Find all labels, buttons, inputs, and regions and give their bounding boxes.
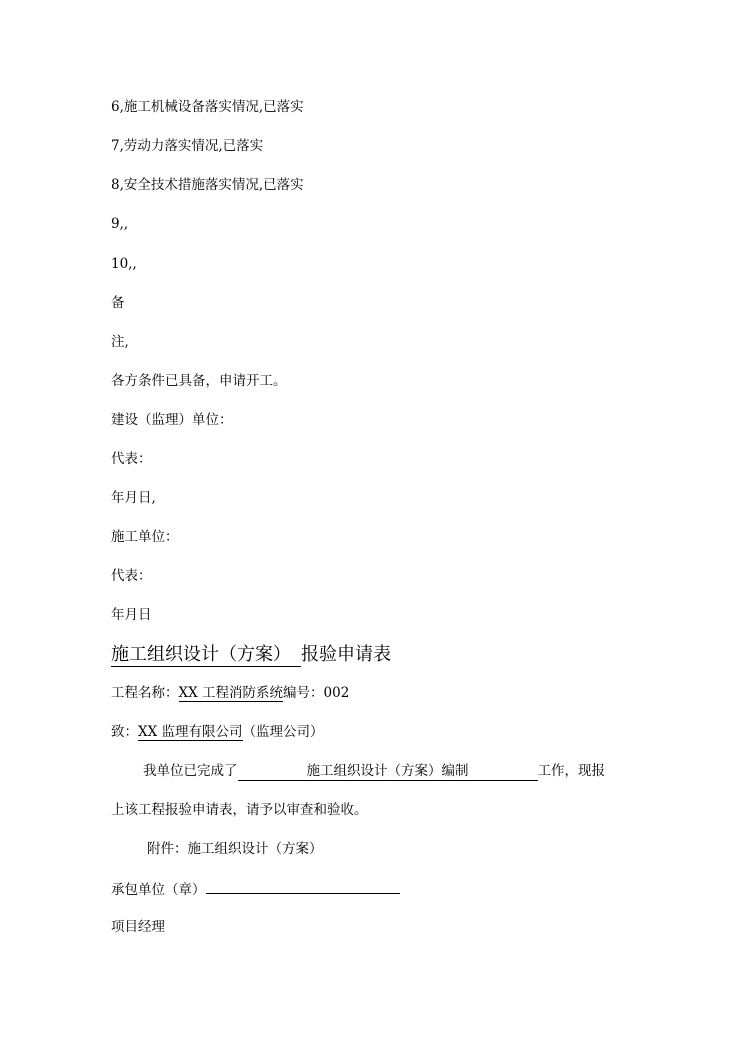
body-line-1 (143, 762, 605, 781)
supervisor-date-label: 年月日, (111, 490, 156, 506)
supervisor-rep-label: 代表： (111, 451, 152, 467)
project-line (111, 684, 349, 702)
contractor-seal-line (111, 879, 400, 899)
form-title-rest: 报验申请表 (301, 644, 391, 665)
number-label: 编号： (283, 685, 324, 701)
supervisor-unit-label: 建设（监理）单位： (111, 412, 233, 428)
body-line-2: 上该工程报验申请表，请予以审查和验收。 (111, 802, 368, 818)
item-10: 10,, (111, 256, 137, 272)
form-number: 002 (323, 685, 350, 701)
body-suffix: 工作，现报 (537, 763, 605, 779)
remarks-label-1: 备 (111, 295, 125, 311)
form-title (111, 644, 391, 667)
contractor-seal-label: 承包单位（章） (111, 882, 206, 898)
remarks-text: 各方条件已具备，申请开工。 (111, 373, 287, 389)
contractor-date-label: 年月日 (111, 607, 152, 623)
item-7: 7,劳动力落实情况,已落实 (111, 138, 264, 154)
item-6: 6,施工机械设备落实情况,已落实 (111, 99, 304, 115)
to-label: 致： (111, 724, 138, 740)
project-manager-label: 项目经理 (111, 919, 165, 935)
remarks-label-2: 注, (111, 334, 129, 350)
supervisor-company: XX 监理有限公司 (138, 724, 243, 740)
form-title-underlined: 施工组织设计（方案） (111, 644, 301, 667)
item-9: 9,, (111, 216, 129, 232)
item-8: 8,安全技术措施落实情况,已落实 (111, 177, 304, 193)
addressee-line (111, 723, 324, 741)
project-name: XX 工程消防系统 (178, 685, 284, 701)
body-prefix: 我单位已完成了 (143, 763, 238, 779)
contractor-rep-label: 代表： (111, 568, 152, 584)
contractor-seal-blank (206, 879, 400, 894)
attachment-line: 附件：施工组织设计（方案） (147, 841, 323, 857)
to-suffix: （监理公司） (242, 724, 324, 740)
body-fill: 施工组织设计（方案）编制 (238, 762, 538, 781)
project-label: 工程名称： (111, 685, 179, 701)
contractor-unit-label: 施工单位： (111, 529, 179, 545)
